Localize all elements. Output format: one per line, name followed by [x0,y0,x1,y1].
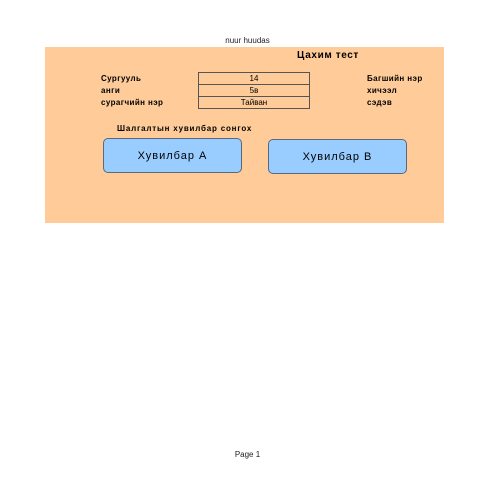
label-student-name: сурагчийн нэр [101,98,164,107]
label-subject: хичээл [367,86,398,95]
choose-variant-label: Шалгалтын хувилбар сонгох [117,124,253,133]
value-school[interactable]: 14 [199,73,310,85]
variant-b-button[interactable]: Хувилбар В [268,139,407,174]
value-class[interactable]: 5в [199,85,310,97]
label-topic: сэдэв [367,98,393,107]
label-teacher-name: Багшийн нэр [367,74,423,83]
page-header: nuur huudas [225,36,270,45]
page-footer: Page 1 [234,450,261,459]
label-class: анги [101,86,121,95]
table-row [199,85,310,97]
table-row [199,73,310,85]
value-student-name[interactable]: Тайван [199,97,310,109]
label-school: Сургууль [101,74,142,83]
sheet-title: Цахим тест [297,50,359,61]
table-row [199,97,310,109]
worksheet-area [45,47,444,223]
variant-a-button[interactable]: Хувилбар А [103,138,242,173]
info-table [198,72,310,109]
